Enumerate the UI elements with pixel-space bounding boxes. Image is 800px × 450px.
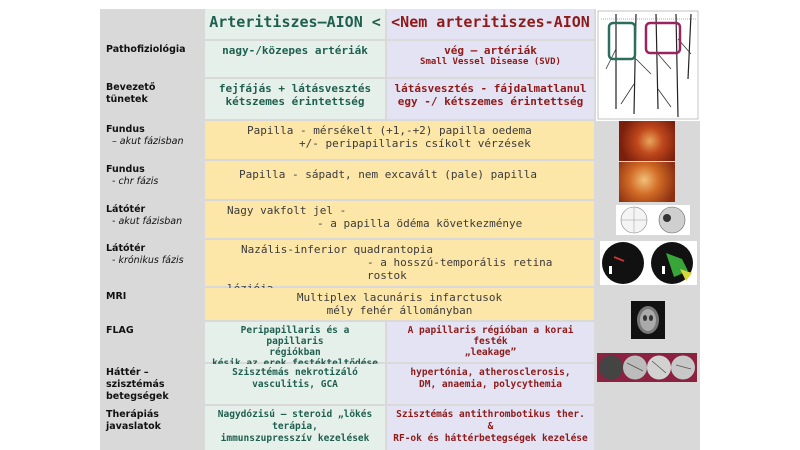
cell-line-small: Small Vessel Disease (SVD): [420, 57, 561, 67]
visual-field-chronic: [600, 241, 697, 285]
cell-line: DM, anaemia, polycythemia: [419, 379, 562, 390]
cell-arteritic-flag: [205, 322, 385, 362]
row-label-sub: – akut fázisban: [112, 136, 184, 147]
cell-line: - a hosszú-temporális retina rostok: [367, 256, 553, 282]
visual-field-acute-icon: [616, 205, 690, 235]
cell-line: egy -/ kétszemes érintettség: [397, 95, 584, 108]
cell-line: „leakage”: [464, 347, 517, 358]
cell-line: régiókban: [269, 347, 321, 358]
cell-line: vasculitis, GCA: [252, 379, 338, 390]
row-label-text: Látótér: [106, 243, 146, 254]
row-label-text: Fundus: [106, 124, 145, 135]
row-label-text: javaslatok: [106, 421, 161, 432]
cell-non-arteritic-therapy: [387, 406, 594, 450]
row-label-pathophysiology: [100, 41, 205, 77]
cell-non-arteritic-background: [387, 364, 594, 404]
row-label-flag: [100, 322, 205, 362]
cell-line: fejfájás + látásvesztés: [218, 82, 372, 95]
mri-scan: [631, 301, 665, 339]
cell-line: Nagydózisú – steroid „lökés: [217, 409, 373, 420]
cell-line: vég – artériák: [444, 44, 537, 57]
row-label-visual-field-acute: [100, 201, 205, 238]
cell-line: kétszemes érintettség: [225, 95, 365, 108]
header-arteritic: Arteritiszes–AION <: [205, 9, 385, 39]
cell-arteritic-symptoms: [205, 79, 385, 119]
slide: [100, 9, 700, 450]
cell-line: hypertónia, atherosclerosis,: [410, 367, 571, 378]
fundus-photo-chronic: [619, 162, 675, 202]
row-label-text: betegségek: [106, 391, 169, 402]
cell-line: Nagy vakfolt jel -: [227, 204, 347, 217]
cell-non-arteritic-symptoms: [387, 79, 594, 119]
header-non-arteritic: <Nem arteritiszes-AION: [387, 9, 594, 39]
row-label-text: Fundus: [106, 164, 145, 175]
row-label-text: szisztémás: [106, 379, 165, 390]
visual-field-acute: [616, 205, 690, 235]
cell-line: A papillaris régióban a korai festék: [407, 325, 574, 347]
angiography-strip-icon: [597, 353, 697, 382]
row-label-text: MRI: [106, 291, 127, 302]
row-label-sub: - akut fázisban: [112, 216, 183, 227]
row-label-fundus-chronic: [100, 161, 205, 199]
row-label-text: Bevezető tünetek: [106, 82, 156, 105]
cell-line: Szisztémás antithrombotikus ther.: [396, 409, 585, 420]
cell-line: látásvesztés - fájdalmatlanul: [394, 82, 587, 95]
cell-line: Szisztémás nekrotizáló: [232, 367, 358, 378]
row-label-mri: [100, 288, 205, 320]
row-label-symptoms: [100, 79, 205, 119]
row-label-therapy: [100, 406, 205, 450]
cell-line: &: [487, 421, 494, 432]
row-label-text: Therápiás: [106, 409, 159, 420]
fundus-photo-acute: [619, 121, 675, 161]
row-label-text: FLAG: [106, 325, 134, 336]
cell-merged-mri: [205, 288, 594, 320]
cell-line: Papilla - sápadt, nem excavált (pale) papilla: [239, 168, 538, 181]
cell-arteritic-background: [205, 364, 385, 404]
cell-non-arteritic-flag: [387, 322, 594, 362]
retina-vessel-diagram: [596, 9, 700, 121]
cell-non-arteritic-pathophysiology: [387, 41, 594, 77]
cell-line: Multiplex lacunáris infarctusok: [296, 291, 503, 304]
cell-line: nagy-/közepes artériák: [222, 44, 368, 57]
row-label-text: Háttér –: [106, 367, 149, 378]
cell-arteritic-pathophysiology: [205, 41, 385, 77]
row-label-text: Látótér: [106, 204, 146, 215]
cell-merged-fundus-acute: [205, 121, 594, 159]
cell-arteritic-therapy: [205, 406, 385, 450]
cell-line: +/- peripapillaris csíkolt vérzések: [299, 137, 531, 150]
retina-vessel-diagram-icon: [596, 9, 700, 121]
row-label-visual-field-chronic: [100, 240, 205, 286]
header-empty: [100, 9, 205, 39]
row-label-background-diseases: [100, 364, 205, 404]
cell-line: immunszupresszív kezelések: [220, 433, 370, 444]
cell-line: Peripapillaris és a papillaris: [240, 325, 350, 347]
cell-merged-fundus-chronic: [205, 161, 594, 199]
row-label-sub: - chr fázis: [112, 176, 159, 187]
mri-scan-icon: [631, 301, 665, 339]
cell-merged-visual-field-acute: [205, 201, 594, 238]
angiography-strip: [597, 353, 697, 382]
cell-line: - a papilla ödéma következménye: [317, 217, 523, 230]
row-label-fundus-acute: [100, 121, 205, 159]
cell-line: Nazális-inferior quadrantopia: [241, 243, 434, 256]
row-label-text: Pathofiziológia: [106, 44, 186, 55]
cell-line: Papilla - mérsékelt (+1,-+2) papilla oedema: [247, 124, 532, 137]
cell-line: RF-ok és háttérbetegségek kezelése: [393, 433, 588, 444]
visual-field-chronic-icon: [600, 241, 697, 285]
cell-merged-visual-field-chronic: [205, 240, 594, 286]
row-label-sub: - krónikus fázis: [112, 255, 184, 266]
cell-line: terápia,: [272, 421, 318, 432]
cell-line: mély fehér állományban: [326, 304, 473, 317]
